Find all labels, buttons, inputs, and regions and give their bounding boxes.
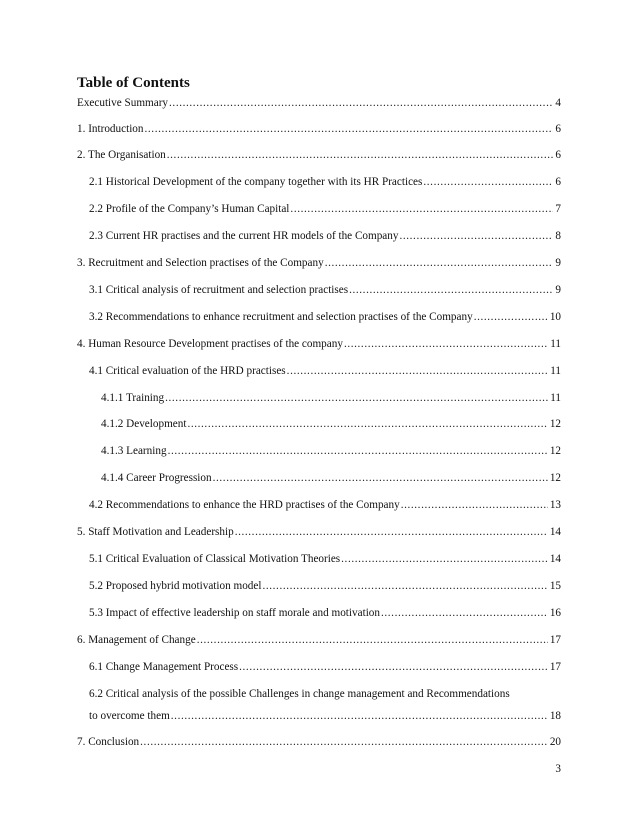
toc-entry-label: 5. Staff Motivation and Leadership <box>77 526 234 538</box>
toc-leader-dots <box>262 578 547 594</box>
toc-entry-page: 12 <box>549 418 561 430</box>
toc-entry-label: 1. Introduction <box>77 123 144 135</box>
toc-entry-5-1[interactable] <box>89 551 561 567</box>
page-number: 3 <box>555 763 561 775</box>
toc-entry-page: 14 <box>549 526 561 538</box>
toc-entry-4-2[interactable] <box>89 497 561 513</box>
toc-entry-4-1-3[interactable] <box>101 443 561 459</box>
toc-entry-page: 17 <box>549 634 561 646</box>
toc-entry-page: 11 <box>550 392 561 404</box>
toc-entry-page: 12 <box>549 445 561 457</box>
toc-entry-label: Executive Summary <box>77 97 169 109</box>
toc-leader-dots <box>235 524 548 540</box>
toc-entry-motivation[interactable] <box>77 524 561 540</box>
toc-entry-page: 10 <box>549 311 561 323</box>
toc-entry-6-2[interactable] <box>89 708 561 724</box>
toc-entry-page: 14 <box>549 553 561 565</box>
toc-leader-dots <box>169 95 553 111</box>
toc-leader-dots <box>165 390 548 406</box>
toc-entry-2-1[interactable] <box>89 174 561 190</box>
toc-entry-page: 7 <box>555 203 561 215</box>
toc-entry-label: 2. The Organisation <box>77 149 166 161</box>
toc-entry-4-1-1[interactable] <box>101 390 561 406</box>
toc-entry-label: 2.3 Current HR practises and the current HR models of the Company <box>89 230 399 242</box>
toc-entry-label: 4.1.2 Development <box>101 418 187 430</box>
toc-title: Table of Contents <box>77 75 190 91</box>
toc-entry-recruitment[interactable] <box>77 255 561 271</box>
toc-leader-dots <box>197 632 548 648</box>
toc-entry-executive-summary[interactable] <box>77 95 561 111</box>
toc-entry-3-1[interactable] <box>89 282 561 298</box>
toc-entry-page: 16 <box>549 607 561 619</box>
toc-leader-dots <box>287 363 549 379</box>
toc-entry-page: 11 <box>550 365 561 377</box>
toc-entry-page: 20 <box>549 736 561 748</box>
toc-entry-3-2[interactable] <box>89 309 561 325</box>
toc-entry-page: 6 <box>555 149 561 161</box>
toc-entry-page: 11 <box>550 338 561 350</box>
toc-leader-dots <box>399 228 553 244</box>
toc-entry-page: 9 <box>555 257 561 269</box>
toc-leader-dots <box>213 470 548 486</box>
toc-entry-label: 6. Management of Change <box>77 634 196 646</box>
toc-entry-label: 5.3 Impact of effective leadership on staff morale and motivation <box>89 607 380 619</box>
toc-entry-label: 7. Conclusion <box>77 736 140 748</box>
toc-entry-label: 4.1.3 Learning <box>101 445 167 457</box>
toc-entry-label: to overcome them <box>89 710 170 722</box>
toc-entry-label: 5.2 Proposed hybrid motivation model <box>89 580 262 592</box>
toc-leader-dots <box>187 416 547 432</box>
toc-entry-label: 4.2 Recommendations to enhance the HRD practises of the Company <box>89 499 400 511</box>
toc-entry-label: 4.1.4 Career Progression <box>101 472 212 484</box>
toc-leader-dots <box>381 605 548 621</box>
toc-leader-dots <box>171 708 548 724</box>
toc-entry-conclusion[interactable] <box>77 734 561 750</box>
toc-entry-label: 2.2 Profile of the Company’s Human Capital <box>89 203 290 215</box>
toc-entry-change[interactable] <box>77 632 561 648</box>
toc-leader-dots <box>344 336 548 352</box>
toc-entry-page: 8 <box>555 230 561 242</box>
toc-entry-4-1[interactable] <box>89 363 561 379</box>
toc-entry-hrd[interactable] <box>77 336 561 352</box>
toc-leader-dots <box>325 255 554 271</box>
toc-entry-6-2-line1[interactable]: 6.2 Critical analysis of the possible Challenges in change management and Recommendations <box>89 688 510 700</box>
toc-entry-page: 6 <box>555 123 561 135</box>
toc-leader-dots <box>474 309 548 325</box>
toc-entry-page: 6 <box>555 176 561 188</box>
toc-leader-dots <box>423 174 553 190</box>
toc-entry-organisation[interactable] <box>77 147 561 163</box>
toc-entry-page: 15 <box>549 580 561 592</box>
toc-entry-label: 4. Human Resource Development practises of the company <box>77 338 343 350</box>
toc-leader-dots <box>401 497 548 513</box>
toc-entry-5-3[interactable] <box>89 605 561 621</box>
toc-entry-label: 3.2 Recommendations to enhance recruitment and selection practises of the Company <box>89 311 473 323</box>
toc-leader-dots <box>167 147 554 163</box>
toc-entry-label: 4.1 Critical evaluation of the HRD practises <box>89 365 286 377</box>
toc-leader-dots <box>140 734 548 750</box>
toc-entry-page: 12 <box>549 472 561 484</box>
toc-entry-introduction[interactable] <box>77 121 561 137</box>
toc-entry-page: 18 <box>549 710 561 722</box>
toc-leader-dots <box>168 443 548 459</box>
toc-entry-2-3[interactable] <box>89 228 561 244</box>
toc-entry-label: 4.1.1 Training <box>101 392 165 404</box>
toc-entry-label: 3. Recruitment and Selection practises of the Company <box>77 257 324 269</box>
toc-leader-dots <box>341 551 548 567</box>
toc-entry-6-1[interactable] <box>89 659 561 675</box>
toc-entry-label: 2.1 Historical Development of the company together with its HR Practices <box>89 176 423 188</box>
toc-entry-label: 6.1 Change Management Process <box>89 661 239 673</box>
toc-entry-5-2[interactable] <box>89 578 561 594</box>
toc-entry-4-1-2[interactable] <box>101 416 561 432</box>
toc-entry-4-1-4[interactable] <box>101 470 561 486</box>
toc-entry-page: 17 <box>549 661 561 673</box>
toc-leader-dots <box>290 201 553 217</box>
toc-entry-page: 13 <box>549 499 561 511</box>
toc-leader-dots <box>239 659 548 675</box>
toc-leader-dots <box>145 121 554 137</box>
toc-entry-label: 5.1 Critical Evaluation of Classical Motivation Theories <box>89 553 341 565</box>
toc-entry-page: 9 <box>555 284 561 296</box>
toc-entry-2-2[interactable] <box>89 201 561 217</box>
toc-leader-dots <box>349 282 553 298</box>
toc-entry-label: 3.1 Critical analysis of recruitment and selection practises <box>89 284 349 296</box>
toc-entry-page: 4 <box>555 97 561 109</box>
